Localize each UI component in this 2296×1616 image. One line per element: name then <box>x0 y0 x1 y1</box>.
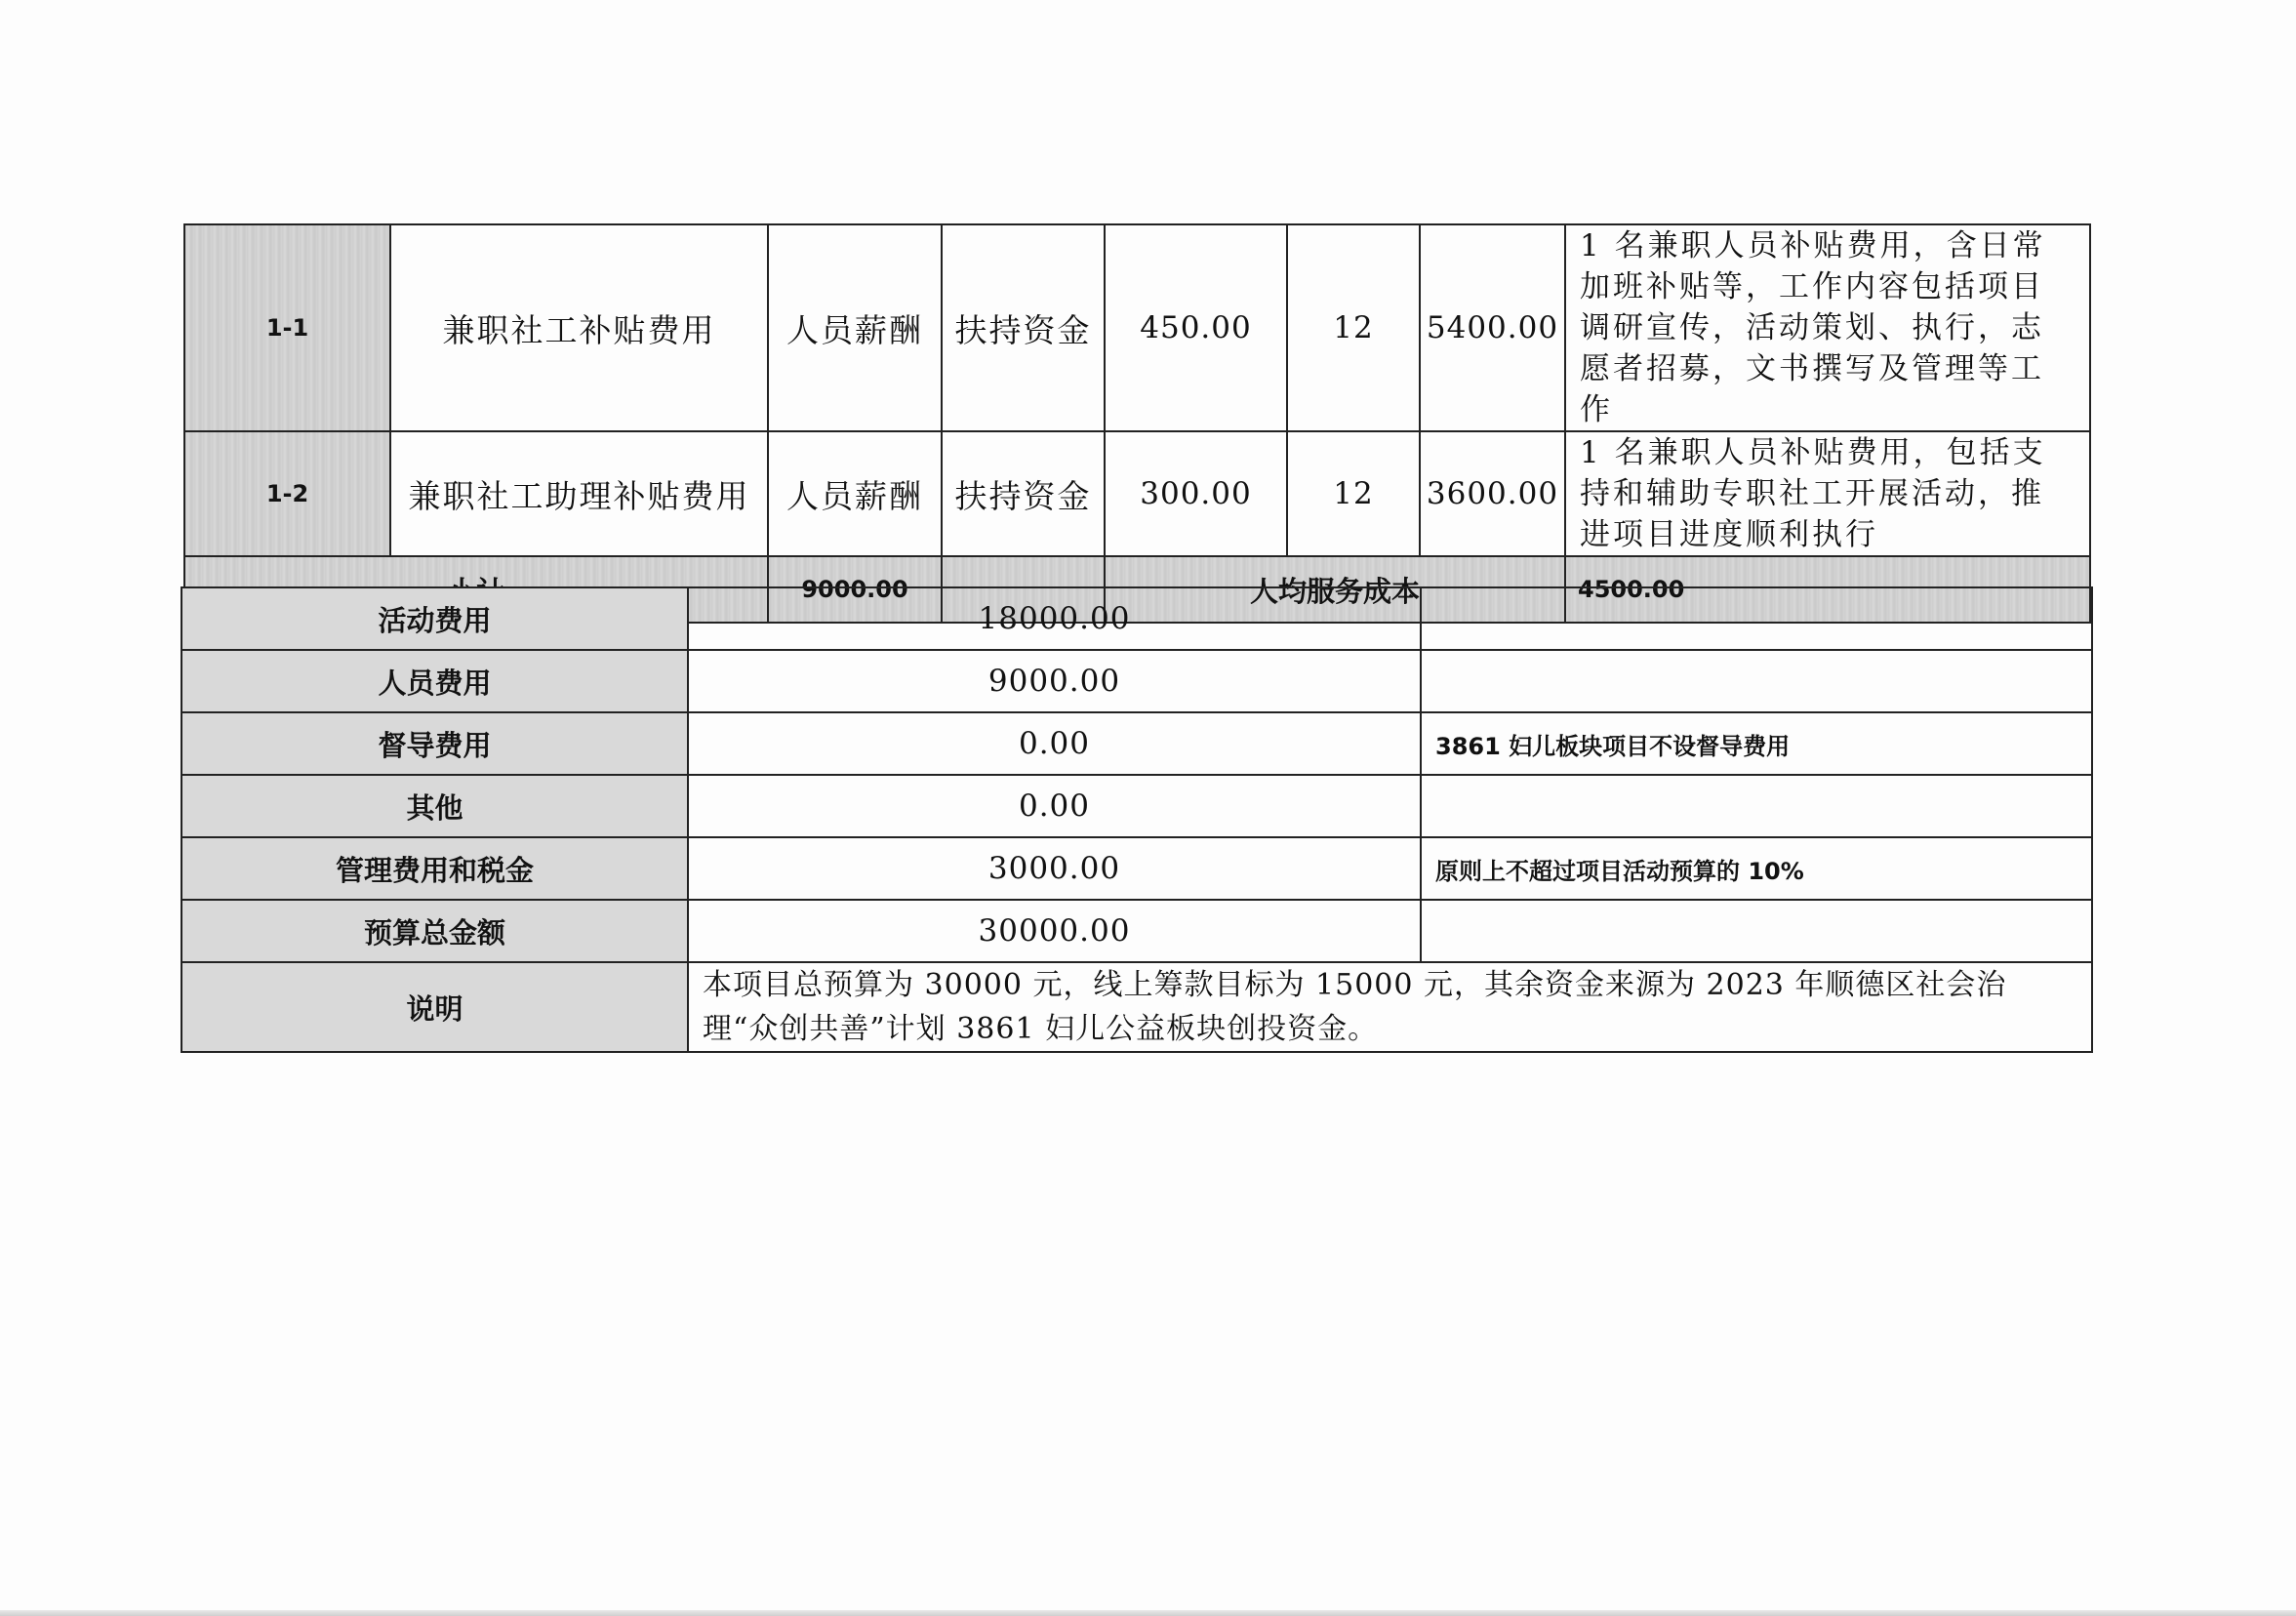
item-note: 1 名兼职人员补贴费用，含日常加班补贴等，工作内容包括项目调研宣传，活动策划、执行，志愿者招募，文书撰写及管理等工作 <box>1565 224 2090 431</box>
summary-row-management <box>181 837 2092 900</box>
item-name: 兼职社工助理补贴费用 <box>390 431 768 556</box>
row-value: 0.00 <box>688 775 1421 837</box>
item-category: 人员薪酬 <box>768 431 942 556</box>
table-row <box>184 431 2090 556</box>
row-label: 督导费用 <box>181 712 688 775</box>
item-note: 1 名兼职人员补贴费用，包括支持和辅助专职社工开展活动，推进项目进度顺利执行 <box>1565 431 2090 556</box>
row-remark: 原则上不超过项目活动预算的 10% <box>1421 837 2092 900</box>
summary-row-other <box>181 775 2092 837</box>
summary-row-explanation <box>181 962 2092 1052</box>
per-capita-value: 4500.00 <box>1565 556 2090 623</box>
item-amount: 5400.00 <box>1420 224 1565 431</box>
row-label: 预算总金额 <box>181 900 688 962</box>
row-remark <box>1421 587 2092 650</box>
row-value: 30000.00 <box>688 900 1421 962</box>
row-value: 9000.00 <box>688 650 1421 712</box>
summary-row-supervision <box>181 712 2092 775</box>
item-name: 兼职社工补贴费用 <box>390 224 768 431</box>
row-label: 其他 <box>181 775 688 837</box>
item-unit-price: 450.00 <box>1105 224 1287 431</box>
row-remark <box>1421 650 2092 712</box>
row-value: 18000.00 <box>688 587 1421 650</box>
item-source: 扶持资金 <box>942 224 1105 431</box>
item-quantity: 12 <box>1287 224 1420 431</box>
subtotal-value: 9000.00 <box>768 556 942 623</box>
item-quantity: 12 <box>1287 431 1420 556</box>
budget-summary-table <box>181 586 2093 1053</box>
item-code: 1-1 <box>184 224 390 431</box>
row-remark <box>1421 900 2092 962</box>
row-remark <box>1421 775 2092 837</box>
item-code: 1-2 <box>184 431 390 556</box>
item-amount: 3600.00 <box>1420 431 1565 556</box>
summary-row-activity <box>181 587 2092 650</box>
row-label: 活动费用 <box>181 587 688 650</box>
row-label: 管理费用和税金 <box>181 837 688 900</box>
item-category: 人员薪酬 <box>768 224 942 431</box>
row-label: 人员费用 <box>181 650 688 712</box>
page-bottom-edge <box>0 1610 2296 1616</box>
row-value: 3000.00 <box>688 837 1421 900</box>
table-row <box>184 224 2090 431</box>
row-remark: 3861 妇儿板块项目不设督导费用 <box>1421 712 2092 775</box>
per-capita-label: 人均服务成本 <box>1105 556 1565 623</box>
item-unit-price: 300.00 <box>1105 431 1287 556</box>
explanation-text: 本项目总预算为 30000 元，线上筹款目标为 15000 元，其余资金来源为 2023 年顺德区社会治理“众创共善”计划 3861 妇儿公益板块创投资金。 <box>688 962 2092 1052</box>
row-label: 说明 <box>181 962 688 1052</box>
row-value: 0.00 <box>688 712 1421 775</box>
summary-row-total <box>181 900 2092 962</box>
item-source: 扶持资金 <box>942 431 1105 556</box>
budget-items-table <box>183 223 2091 624</box>
summary-row-personnel <box>181 650 2092 712</box>
